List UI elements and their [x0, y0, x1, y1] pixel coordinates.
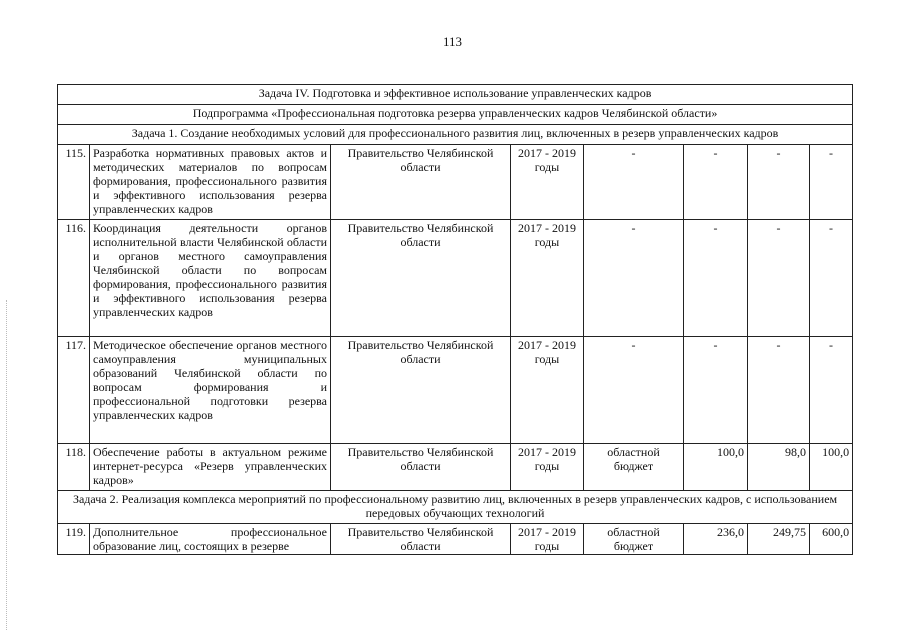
value-2017: 100,0	[684, 444, 748, 491]
task1-header: Задача 1. Создание необходимых условий для профессионального развития лиц, включенных в резерв управленческих кадров	[58, 125, 853, 145]
program-table	[57, 84, 853, 555]
activity-text: Координация деятельности органов исполнительной власти Челябинской области и органов местного самоуправления Челябинской области по вопросам формирования, профессионального развития и эффективного использования резерва управленческих кадров	[90, 220, 331, 337]
table-row	[58, 145, 853, 220]
executor: Правительство Челябинской области	[331, 337, 511, 444]
value-2017: -	[684, 220, 748, 337]
value-2018: -	[748, 220, 810, 337]
subprogram-header: Подпрограмма «Профессиональная подготовка резерва управленческих кадров Челябинской области»	[58, 105, 853, 125]
funding-source: областной бюджет	[584, 444, 684, 491]
value-2019: -	[810, 145, 853, 220]
task4-header: Задача IV. Подготовка и эффективное использование управленческих кадров	[58, 85, 853, 105]
table-row	[58, 220, 853, 337]
period: 2017 - 2019 годы	[511, 524, 584, 555]
task2-header: Задача 2. Реализация комплекса мероприятий по профессиональному развитию лиц, включенных в резерв управленческих кадров, с использованием передовых обучающих технологий	[58, 491, 853, 524]
row-number: 116.	[58, 220, 90, 337]
activity-text: Разработка нормативных правовых актов и методических материалов по вопросам формирования, профессионального развития и эффективного использования резерва управленческих кадров	[90, 145, 331, 220]
value-2018: -	[748, 145, 810, 220]
row-number: 119.	[58, 524, 90, 555]
row-number: 118.	[58, 444, 90, 491]
period: 2017 - 2019 годы	[511, 444, 584, 491]
funding-source: -	[584, 220, 684, 337]
period: 2017 - 2019 годы	[511, 220, 584, 337]
page-number: 113	[442, 34, 463, 49]
funding-source: -	[584, 337, 684, 444]
value-2018: 98,0	[748, 444, 810, 491]
table-row	[58, 337, 853, 444]
funding-source: областной бюджет	[584, 524, 684, 555]
row-number: 115.	[58, 145, 90, 220]
subprogram-header-row	[58, 105, 853, 125]
value-2018: 249,75	[748, 524, 810, 555]
task2-header-row	[58, 491, 853, 524]
executor: Правительство Челябинской области	[331, 145, 511, 220]
executor: Правительство Челябинской области	[331, 220, 511, 337]
table-row	[58, 524, 853, 555]
executor: Правительство Челябинской области	[331, 444, 511, 491]
period: 2017 - 2019 годы	[511, 337, 584, 444]
value-2019: -	[810, 337, 853, 444]
row-number: 117.	[58, 337, 90, 444]
task1-header-row	[58, 125, 853, 145]
activity-text: Дополнительное профессиональное образование лиц, состоящих в резерве	[90, 524, 331, 555]
activity-text: Обеспечение работы в актуальном режиме интернет-ресурса «Резерв управленческих кадров»	[90, 444, 331, 491]
scan-margin-dots	[6, 300, 9, 630]
value-2019: -	[810, 220, 853, 337]
activity-text: Методическое обеспечение органов местного самоуправления муниципальных образований Челябинской области по вопросам формирования и профессиональной подготовки резерва управленческих кадров	[90, 337, 331, 444]
value-2019: 600,0	[810, 524, 853, 555]
value-2018: -	[748, 337, 810, 444]
funding-source: -	[584, 145, 684, 220]
executor: Правительство Челябинской области	[331, 524, 511, 555]
task4-header-row	[58, 85, 853, 105]
value-2017: 236,0	[684, 524, 748, 555]
value-2019: 100,0	[810, 444, 853, 491]
period: 2017 - 2019 годы	[511, 145, 584, 220]
table-row	[58, 444, 853, 491]
value-2017: -	[684, 337, 748, 444]
value-2017: -	[684, 145, 748, 220]
